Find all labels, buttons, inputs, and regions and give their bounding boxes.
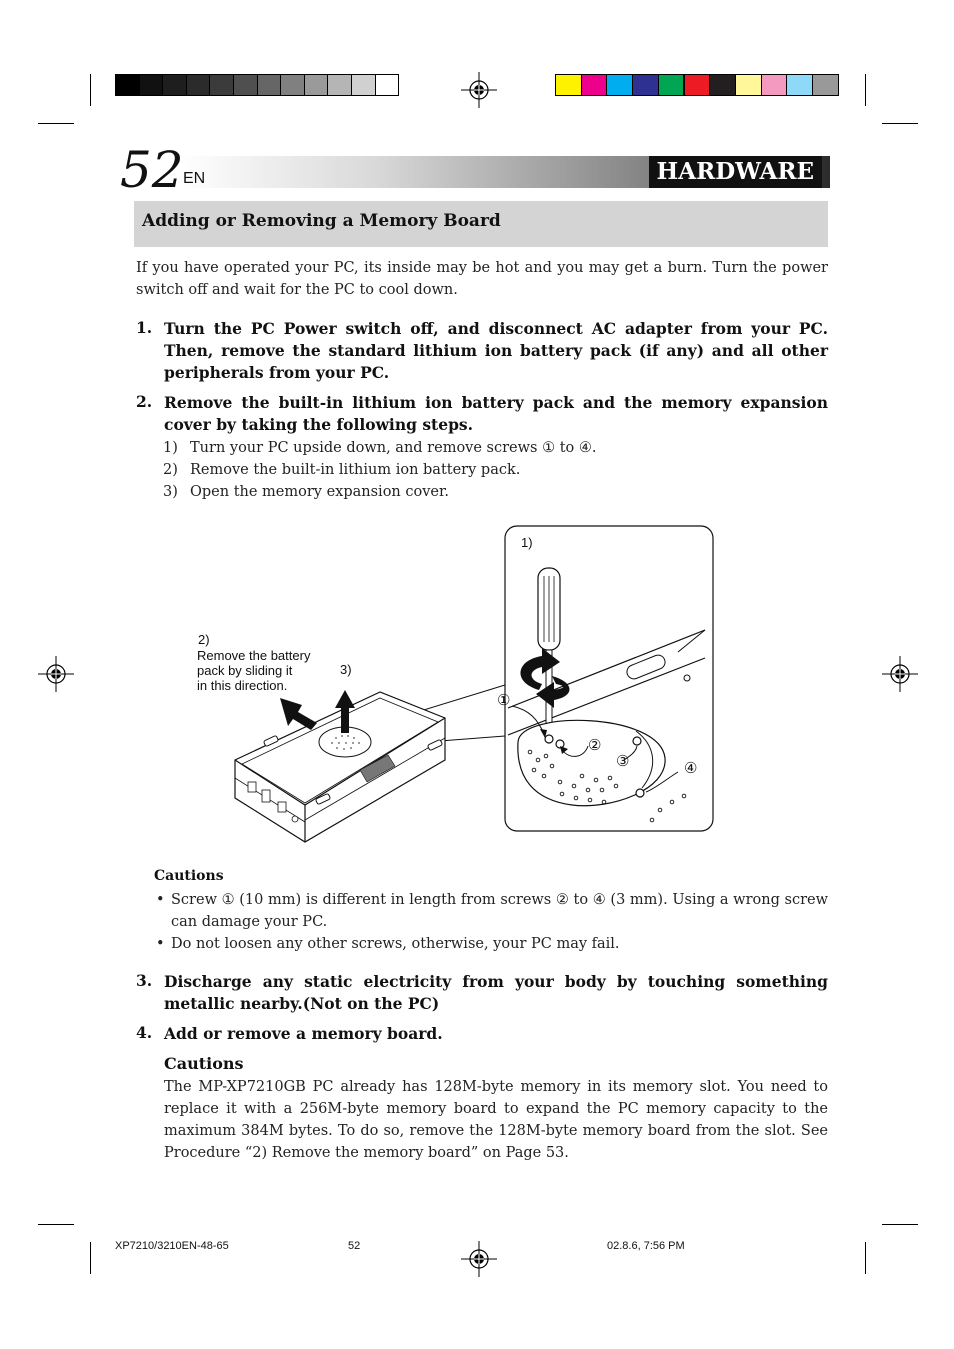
page-number: 52: [120, 141, 184, 199]
page-language: EN: [183, 170, 206, 187]
color-swatch-7: [709, 74, 736, 96]
screw-4-icon: [636, 789, 644, 797]
gray-swatch-8: [280, 74, 305, 96]
gray-swatch-12: [375, 74, 400, 96]
color-swatch-3: [606, 74, 633, 96]
substep-number: 1): [163, 440, 178, 456]
caution-item: Do not loosen any other screws, otherwise, your PC may fail.: [171, 936, 620, 952]
section-title-bar: [134, 201, 828, 247]
step-number: 1.: [136, 318, 153, 337]
color-swatch-9: [761, 74, 788, 96]
crop-mark-bottom-left-v: [90, 1242, 91, 1274]
gray-swatch-3: [162, 74, 187, 96]
step-number: 4.: [136, 1023, 153, 1042]
screw-label-1: ①: [497, 692, 511, 709]
figure-label-2-line: Remove the battery: [197, 648, 311, 663]
step-text: Discharge any static electricity from your body by touching something metallic nearby.(Not on the PC): [164, 972, 828, 1013]
color-swatch-10: [786, 74, 813, 96]
registration-mark-right-icon: [882, 656, 918, 692]
substep-number: 2): [163, 462, 178, 478]
gray-swatch-2: [139, 74, 164, 96]
gray-swatch-7: [257, 74, 282, 96]
footer-file-name: XP7210/3210EN-48-65: [115, 1240, 229, 1252]
cautions-heading: Cautions: [164, 1054, 244, 1073]
figure-label-2: 2): [198, 632, 210, 647]
screw-label-4: ④: [684, 760, 698, 777]
gray-swatch-4: [186, 74, 211, 96]
gray-swatch-9: [304, 74, 329, 96]
figure-label-1: 1): [521, 535, 533, 550]
caution-item: Screw ① (10 mm) is different in length from screws ② to ④ (3 mm). Using a wrong screw can damage your PC.: [171, 892, 828, 930]
footer-page-number: 52: [348, 1240, 361, 1252]
color-swatch-5: [658, 74, 685, 96]
caution-paragraph: The MP-XP7210GB PC already has 128M-byte memory in its memory slot. You need to replace it with a 256M-byte memory board to expand the PC memory capacity to the maximum 384M bytes. To do so, remove the 128M-byte memory board from the slot. See Procedure “2) Remove the memory board” on Page 53.: [164, 1079, 828, 1161]
gray-swatch-10: [327, 74, 352, 96]
screw-3-icon: [633, 737, 641, 745]
figure-label-2-line: pack by sliding it: [197, 663, 293, 678]
section-label: HARDWARE: [649, 156, 823, 188]
figure-label-3: 3): [340, 662, 352, 677]
caution-bullet: •: [156, 892, 165, 908]
color-swatch-8: [735, 74, 762, 96]
registration-mark-left-icon: [38, 656, 74, 692]
caution-bullet: •: [156, 936, 165, 952]
substep-text: Open the memory expansion cover.: [190, 484, 449, 500]
screw-label-3: ③: [616, 753, 630, 770]
gray-swatch-1: [115, 74, 140, 96]
crop-mark-top-right-v: [865, 74, 866, 106]
crop-mark-top-left-h: [38, 123, 74, 124]
color-swatch-11: [812, 74, 839, 96]
color-swatch-4: [632, 74, 659, 96]
screw-2-icon: [556, 740, 564, 748]
registration-mark-bottom-icon: [461, 1241, 497, 1277]
cautions-heading: Cautions: [154, 868, 224, 884]
crop-mark-top-left-v: [90, 74, 91, 106]
crop-mark-bottom-right-h: [882, 1224, 918, 1225]
step-number: 3.: [136, 971, 153, 990]
step-text: Remove the built-in lithium ion battery pack and the memory expansion cover by taking the following steps.: [164, 393, 828, 434]
figure-label-2-line: in this direction.: [197, 678, 288, 693]
header-band: [180, 156, 830, 188]
crop-mark-bottom-right-v: [865, 1242, 866, 1274]
registration-mark-top-icon: [461, 72, 497, 108]
section-title: Adding or Removing a Memory Board: [142, 211, 501, 231]
substep-text: Remove the built-in lithium ion battery pack.: [190, 462, 521, 478]
crop-mark-top-right-h: [882, 123, 918, 124]
gray-swatch-5: [209, 74, 234, 96]
screw-label-2: ②: [588, 737, 602, 754]
color-swatch-1: [555, 74, 582, 96]
substep-number: 3): [163, 484, 178, 500]
step-text: Add or remove a memory board.: [164, 1024, 443, 1043]
laptop-bottom-view-icon: [235, 692, 445, 842]
color-swatch-6: [684, 74, 711, 96]
intro-paragraph: If you have operated your PC, its inside may be hot and you may get a burn. Turn the power switch off and wait for the PC to cool down.: [136, 260, 828, 298]
gray-swatch-11: [351, 74, 376, 96]
screw-1-icon: [545, 735, 553, 743]
step-text: Turn the PC Power switch off, and disconnect AC adapter from your PC. Then, remove the standard lithium ion battery pack (if any) and all other peripherals from your PC.: [164, 319, 828, 382]
substep-text: Turn your PC upside down, and remove screws ① to ④.: [190, 440, 597, 456]
slide-direction-arrow-icon: [280, 698, 317, 730]
footer-timestamp: 02.8.6, 7:56 PM: [607, 1240, 685, 1252]
gray-swatch-6: [233, 74, 258, 96]
color-swatch-2: [581, 74, 608, 96]
crop-mark-bottom-left-h: [38, 1224, 74, 1225]
step-number: 2.: [136, 392, 153, 411]
